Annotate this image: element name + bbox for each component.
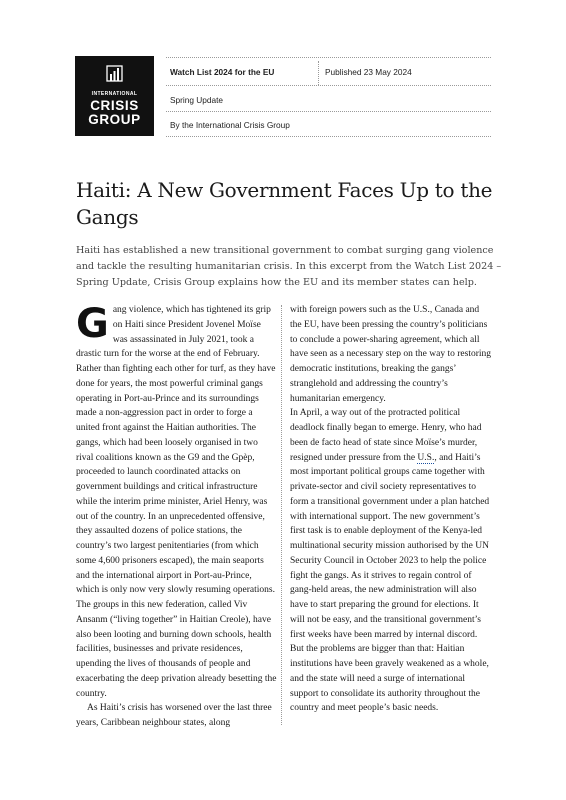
meta-vertical-divider [318,61,319,85]
logo-line-international: INTERNATIONAL [91,91,138,97]
meta-divider [166,85,491,86]
logo-line-group: GROUP [88,112,141,127]
published-date: Published 23 May 2024 [325,67,412,77]
meta-divider [166,136,491,137]
paragraph: As Haiti’s crisis has worsened over the last three years, Caribbean neighbour states, along [76,703,272,728]
article-standfirst: Haiti has established a new transitional government to combat surging gang violence and tackle the resulting humanitarian crisis. In this excerpt from the Watch List 2024 – Spring Update, Crisis Group explains how the EU and its member states can help. [76,245,502,288]
paragraph-text: , and Haiti’s most important political groups came together with private-sector and civil society representatives to form a transitional government under a plan hatched with international support. The new government’s first task is to enable deployment of the Kenya-led multinational security mission authorised by the UN Security Council in October 2023 to help the police fight the gangs. As it strives to regain control of gang-held areas, the new administration will also have to start preparing the ground for elections. It will not be easy, and the transitional government’s first weeks have been marred by internal discord. But the problems are bigger than that: Haitian institutions have been gravely weakened as a whole, and the state will need a surge of international support to consolidate its authority throughout the country and meet people’s basic needs. [290,452,490,714]
paragraph [76,303,277,701]
paragraph-text: In April, a way out of the protracted political deadlock finally began to emerge. Henry, who had been de facto head of state since Moïse’s murder, resigned under pressure from the [290,408,482,463]
column-divider [281,305,282,725]
paragraph [290,406,491,716]
paragraph: with foreign powers such as the U.S., Canada and the EU, have been pressing the country’s politicians to conclude a power-sharing agreement, which all have seen as a necessary step on the way to restoring democratic institutions, breaking the gangs’ stranglehold and addressing the country’s humanitarian emergency. [290,305,492,404]
logo-line-crisis: CRISIS [90,98,139,113]
logo-mark-icon [106,64,123,88]
body-column-right [290,303,491,716]
series-title: Watch List 2024 for the EU [170,67,275,77]
article-title: Haiti: A New Government Faces Up to the Gangs [76,178,493,229]
body-column-left [76,303,277,731]
drop-cap: G [76,301,109,347]
edition-label: Spring Update [170,95,224,105]
byline: By the International Crisis Group [170,120,290,130]
us-link[interactable]: U.S. [417,452,435,463]
meta-divider [166,57,491,58]
paragraph-text: ang violence, which has tightened its grip on Haiti since President Jovenel Moïse was assassinated in July 2021, took a drastic turn for the worse at the end of February. Rather than fighting each other for turf, as they have done for years, the most powerful criminal gangs operating in Port-au-Prince and its surroundings made a non-aggression pact in order to forge a united front against the Haitian authorities. The gangs, which had been loosely organised in two rival coalitions known as the G9 and the Gpèp, proceeded to launch coordinated attacks on government buildings and critical infrastructure while the interim prime minister, Ariel Henry, was out of the country. In an unprecedented offensive, they assaulted dozens of police stations, the country’s two largest penitentiaries (from which some 4,600 prisoners escaped), the main seaports and the international airport in Port-au-Prince, which is only now very slowly resuming operations. The groups in this new federation, called Viv Ansanm (“living together” in Haitian Creole), have also been looting and burning down schools, health facilities, businesses and private residences, upending the lives of thousands of people and exacerbating the deep privation already besetting the country. [76,305,277,699]
meta-divider [166,111,491,112]
crisis-group-logo [75,56,154,136]
